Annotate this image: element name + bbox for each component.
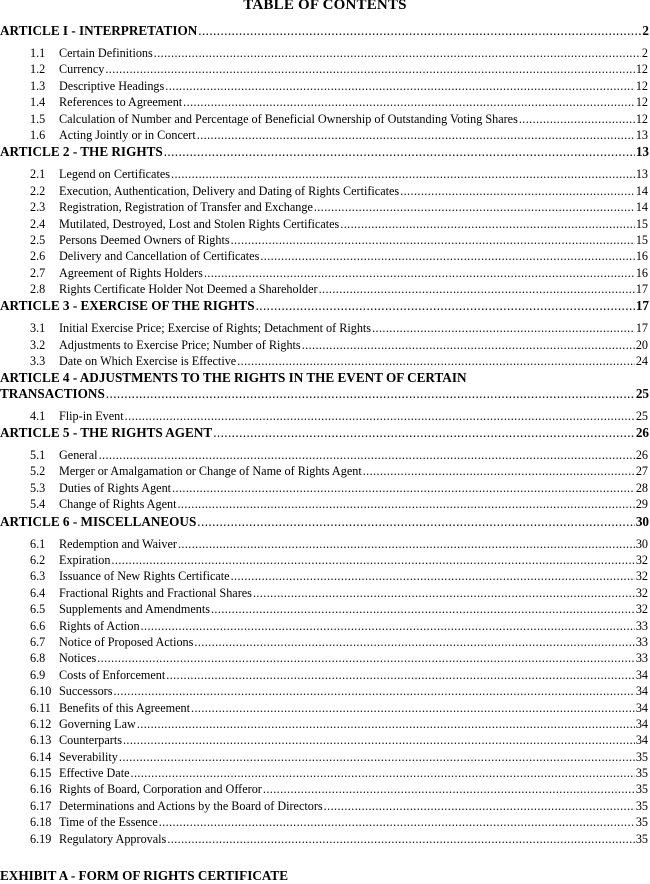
section-title: Mutilated, Destroyed, Lost and Stolen Rights Certificates	[59, 216, 340, 231]
section-number: 6.12	[30, 716, 52, 731]
toc-entry[interactable]	[0, 232, 650, 248]
page-number: 13	[635, 127, 648, 142]
dot-leader	[519, 111, 635, 127]
page-number: 32	[635, 585, 648, 600]
page-number: 13	[635, 144, 649, 160]
dot-leader	[197, 513, 635, 530]
dot-leader	[99, 447, 635, 463]
section-title: Agreement of Rights Holders	[59, 265, 203, 280]
dot-leader	[324, 798, 635, 814]
page-number: 34	[635, 733, 648, 748]
section-number: 6.5	[30, 602, 46, 617]
page-number: 28	[635, 480, 648, 495]
page-number: 33	[635, 618, 648, 633]
section-title: Costs of Enforcement	[59, 667, 166, 682]
toc-entry[interactable]	[0, 216, 650, 232]
toc-entry[interactable]	[0, 634, 650, 650]
toc-entry[interactable]	[0, 94, 650, 110]
page-number: 34	[635, 700, 648, 715]
section-number: 6.3	[30, 569, 46, 584]
toc-entry[interactable]	[0, 683, 650, 699]
toc-entry[interactable]	[0, 781, 650, 797]
page-number: 35	[635, 782, 648, 797]
toc-entry[interactable]	[0, 265, 650, 281]
section-number: 2.4	[30, 216, 46, 231]
article-title: ARTICLE 2 - THE RIGHTS	[0, 144, 163, 160]
page-number: 34	[635, 667, 648, 682]
section-number: 5.1	[30, 448, 46, 463]
toc-entry[interactable]	[0, 337, 650, 353]
toc-entry[interactable]	[0, 320, 650, 336]
section-title: Severability	[59, 749, 118, 764]
dot-leader	[141, 618, 635, 634]
page-number: 17	[635, 282, 648, 297]
dot-leader	[191, 700, 635, 716]
dot-leader	[231, 568, 635, 584]
section-title: Counterparts	[59, 733, 122, 748]
article-title: ARTICLE 6 - MISCELLANEOUS	[0, 513, 197, 529]
page-number: 34	[635, 684, 648, 699]
article-title: ARTICLE 4 - ADJUSTMENTS TO THE RIGHTS IN THE EVENT OF CERTAIN	[0, 369, 467, 385]
section-number: 6.18	[30, 815, 52, 830]
dot-leader	[97, 650, 635, 666]
page-number: 16	[635, 265, 648, 280]
section-title: Currency	[59, 62, 105, 77]
dot-leader	[172, 480, 635, 496]
section-number: 6.14	[30, 749, 52, 764]
dot-leader	[171, 166, 635, 182]
dot-leader	[372, 320, 635, 336]
dot-leader	[198, 22, 641, 39]
section-title: Regulatory Approvals	[59, 831, 167, 846]
dot-leader	[319, 281, 635, 297]
page-number: 2	[641, 46, 648, 60]
toc-entry[interactable]	[0, 199, 650, 215]
dot-leader	[302, 337, 635, 353]
page-number: 35	[635, 749, 648, 764]
section-title: Certain Definitions	[59, 46, 153, 60]
page-number: 17	[635, 321, 648, 336]
article-heading[interactable]	[0, 513, 650, 530]
toc-entry[interactable]	[0, 716, 650, 732]
page-number: 25	[635, 385, 649, 401]
section-title: General	[59, 448, 98, 463]
section-title: Delivery and Cancellation of Certificates	[59, 249, 260, 264]
page-number: 17	[635, 298, 649, 314]
section-title: Persons Deemed Owners of Rights	[59, 232, 230, 247]
page-number: 32	[635, 569, 648, 584]
page-number: 32	[635, 602, 648, 617]
page-number: 32	[635, 552, 648, 567]
section-number: 6.15	[30, 766, 52, 781]
dot-leader	[119, 749, 635, 765]
section-number: 6.9	[30, 667, 46, 682]
dot-leader	[164, 143, 635, 160]
dot-leader	[105, 61, 634, 77]
toc-entry[interactable]	[0, 650, 650, 666]
section-title: Redemption and Waiver	[59, 536, 177, 551]
toc-entry[interactable]	[0, 127, 650, 143]
section-title: Issuance of New Rights Certificate	[59, 569, 230, 584]
dot-leader	[111, 552, 634, 568]
section-title: Notices	[59, 651, 97, 666]
exhibit-heading[interactable]: EXHIBIT A - FORM OF RIGHTS CERTIFICATE	[0, 868, 288, 883]
dot-leader	[253, 585, 635, 601]
dot-leader	[340, 216, 635, 232]
dot-leader	[197, 127, 635, 143]
page-number: 15	[635, 232, 648, 247]
dot-leader	[194, 634, 634, 650]
section-number: 6.17	[30, 798, 52, 813]
page-number: 2	[642, 23, 649, 38]
toc-entry[interactable]	[0, 700, 650, 716]
toc-entry[interactable]	[0, 585, 650, 601]
section-number: 1.6	[30, 127, 46, 142]
page-number: 35	[635, 815, 648, 830]
toc-entry[interactable]	[0, 61, 650, 77]
page-number: 14	[635, 200, 648, 215]
dot-leader	[256, 297, 635, 314]
dot-leader	[106, 386, 635, 402]
toc-entry[interactable]	[0, 765, 650, 781]
section-number: 3.3	[30, 354, 46, 369]
dot-leader	[363, 463, 635, 479]
dot-leader	[211, 601, 635, 617]
dot-leader	[400, 183, 635, 199]
dot-leader	[260, 248, 634, 264]
section-title: References to Agreement	[59, 95, 183, 110]
toc-entry[interactable]	[0, 618, 650, 634]
dot-leader	[204, 265, 635, 281]
page-number: 35	[635, 831, 648, 846]
article-heading[interactable]	[0, 370, 650, 402]
dot-leader	[314, 199, 635, 215]
section-title: Fractional Rights and Fractional Shares	[59, 585, 252, 600]
section-title: Initial Exercise Price; Exercise of Rights; Detachment of Rights	[59, 321, 372, 336]
page-number: 12	[635, 95, 648, 110]
section-title: Expiration	[59, 552, 111, 567]
section-number: 2.8	[30, 282, 46, 297]
page-number: 35	[635, 798, 648, 813]
toc-entry[interactable]	[0, 749, 650, 765]
section-number: 5.2	[30, 464, 46, 479]
toc-entry[interactable]	[0, 601, 650, 617]
toc-entry[interactable]	[0, 552, 650, 568]
section-title: Date on Which Exercise is Effective	[59, 354, 237, 369]
page-number: 14	[635, 183, 648, 198]
dot-leader	[131, 765, 635, 781]
page-number: 33	[635, 651, 648, 666]
dot-leader	[231, 232, 635, 248]
toc-entry[interactable]	[0, 496, 650, 512]
section-title: Benefits of this Agreement	[59, 700, 190, 715]
toc-entry[interactable]	[0, 248, 650, 264]
page-number: 12	[635, 78, 648, 93]
section-number: 6.7	[30, 634, 46, 649]
toc-entry[interactable]	[0, 814, 650, 830]
page-number: 12	[635, 62, 648, 77]
page-number: 27	[635, 464, 648, 479]
article-title: ARTICLE 3 - EXERCISE OF THE RIGHTS	[0, 298, 255, 314]
dot-leader	[159, 814, 635, 830]
toc-entry[interactable]	[0, 78, 650, 94]
dot-leader	[167, 831, 635, 847]
toc-entry[interactable]	[0, 281, 650, 297]
section-title: Descriptive Headings	[59, 78, 165, 93]
article-heading[interactable]	[0, 22, 650, 39]
dot-leader	[237, 353, 635, 369]
toc-entry[interactable]	[0, 568, 650, 584]
page-number: 26	[635, 425, 649, 441]
section-title: Notice of Proposed Actions	[59, 634, 194, 649]
page-number: 12	[635, 111, 648, 126]
section-title: Legend on Certificates	[59, 167, 170, 182]
section-title: Rights of Board, Corporation and Offeror	[59, 782, 262, 797]
table-of-contents	[0, 22, 650, 847]
section-title: Merger or Amalgamation or Change of Name of Rights Agent	[59, 464, 362, 479]
section-number: 5.4	[30, 497, 46, 512]
toc-entry[interactable]	[0, 463, 650, 479]
section-number: 6.13	[30, 733, 52, 748]
toc-title: TABLE OF CONTENTS	[243, 0, 407, 13]
section-number: 1.3	[30, 78, 46, 93]
section-number: 1.4	[30, 95, 46, 110]
section-number: 6.19	[30, 831, 52, 846]
dot-leader	[183, 94, 635, 110]
toc-entry[interactable]	[0, 831, 650, 847]
section-number: 2.7	[30, 265, 46, 280]
toc-entry[interactable]	[0, 798, 650, 814]
toc-entry[interactable]	[0, 447, 650, 463]
article-heading[interactable]	[0, 424, 650, 441]
toc-entry[interactable]	[0, 111, 650, 127]
dot-leader	[154, 45, 641, 61]
page-number: 33	[635, 634, 648, 649]
section-title: Determinations and Actions by the Board of Directors	[59, 798, 323, 813]
section-number: 6.4	[30, 585, 46, 600]
dot-leader	[213, 424, 635, 441]
dot-leader	[125, 408, 635, 424]
section-number: 3.2	[30, 337, 46, 352]
section-title: Rights of Action	[59, 618, 140, 633]
section-title: Governing Law	[59, 716, 136, 731]
article-heading[interactable]	[0, 297, 650, 314]
section-title: Calculation of Number and Percentage of Beneficial Ownership of Outstanding Voting Shares	[59, 111, 518, 126]
toc-entry[interactable]	[0, 408, 650, 424]
toc-entry[interactable]	[0, 166, 650, 182]
section-number: 6.2	[30, 552, 46, 567]
section-number: 6.1	[30, 536, 46, 551]
page-number: 35	[635, 766, 648, 781]
section-number: 2.3	[30, 200, 46, 215]
page-number: 24	[635, 354, 648, 369]
page-number: 13	[635, 167, 648, 182]
toc-entry[interactable]	[0, 45, 650, 61]
page-number: 25	[635, 408, 648, 423]
section-number: 3.1	[30, 321, 46, 336]
toc-entry[interactable]	[0, 353, 650, 369]
dot-leader	[166, 667, 635, 683]
section-title: Effective Date	[59, 766, 130, 781]
section-title: Flip-in Event	[59, 408, 124, 423]
toc-entry[interactable]	[0, 183, 650, 199]
page-number: 30	[635, 513, 649, 529]
section-number: 5.3	[30, 480, 46, 495]
section-number: 1.1	[30, 46, 46, 60]
article-title: ARTICLE 5 - THE RIGHTS AGENT	[0, 425, 213, 441]
dot-leader	[178, 536, 635, 552]
section-number: 2.5	[30, 232, 46, 247]
section-title: Execution, Authentication, Delivery and Dating of Rights Certificates	[59, 183, 400, 198]
article-heading[interactable]	[0, 143, 650, 160]
dot-leader	[165, 78, 635, 94]
page-number: 15	[635, 216, 648, 231]
dot-leader	[113, 683, 634, 699]
article-title-continued: TRANSACTIONS	[0, 385, 105, 401]
dot-leader	[263, 781, 635, 797]
page-number: 30	[635, 536, 648, 551]
section-title: Supplements and Amendments	[59, 602, 210, 617]
section-title: Registration, Registration of Transfer and Exchange	[59, 200, 313, 215]
section-title: Rights Certificate Holder Not Deemed a Shareholder	[59, 282, 318, 297]
section-number: 4.1	[30, 408, 46, 423]
section-number: 6.6	[30, 618, 46, 633]
dot-leader	[123, 732, 635, 748]
section-title: Adjustments to Exercise Price; Number of Rights	[59, 337, 301, 352]
article-title: ARTICLE I - INTERPRETATION	[0, 23, 198, 38]
section-number: 1.2	[30, 62, 46, 77]
section-number: 2.6	[30, 249, 46, 264]
section-number: 2.1	[30, 167, 46, 182]
page-number: 16	[635, 249, 648, 264]
toc-entry[interactable]	[0, 667, 650, 683]
dot-leader	[137, 716, 635, 732]
section-number: 6.10	[30, 684, 52, 699]
page-number: 29	[635, 497, 648, 512]
page-number: 20	[635, 337, 648, 352]
section-title: Time of the Essence	[59, 815, 158, 830]
section-title: Change of Rights Agent	[59, 497, 177, 512]
toc-entry[interactable]	[0, 732, 650, 748]
section-number: 6.16	[30, 782, 52, 797]
dot-leader	[177, 496, 634, 512]
section-title: Successors	[59, 684, 113, 699]
toc-entry[interactable]	[0, 536, 650, 552]
section-number: 6.8	[30, 651, 46, 666]
section-number: 6.11	[30, 700, 51, 715]
section-number: 1.5	[30, 111, 46, 126]
page-number: 26	[635, 448, 648, 463]
section-title: Duties of Rights Agent	[59, 480, 172, 495]
page-number: 34	[635, 716, 648, 731]
section-number: 2.2	[30, 183, 46, 198]
section-title: Acting Jointly or in Concert	[59, 127, 196, 142]
toc-entry[interactable]	[0, 480, 650, 496]
